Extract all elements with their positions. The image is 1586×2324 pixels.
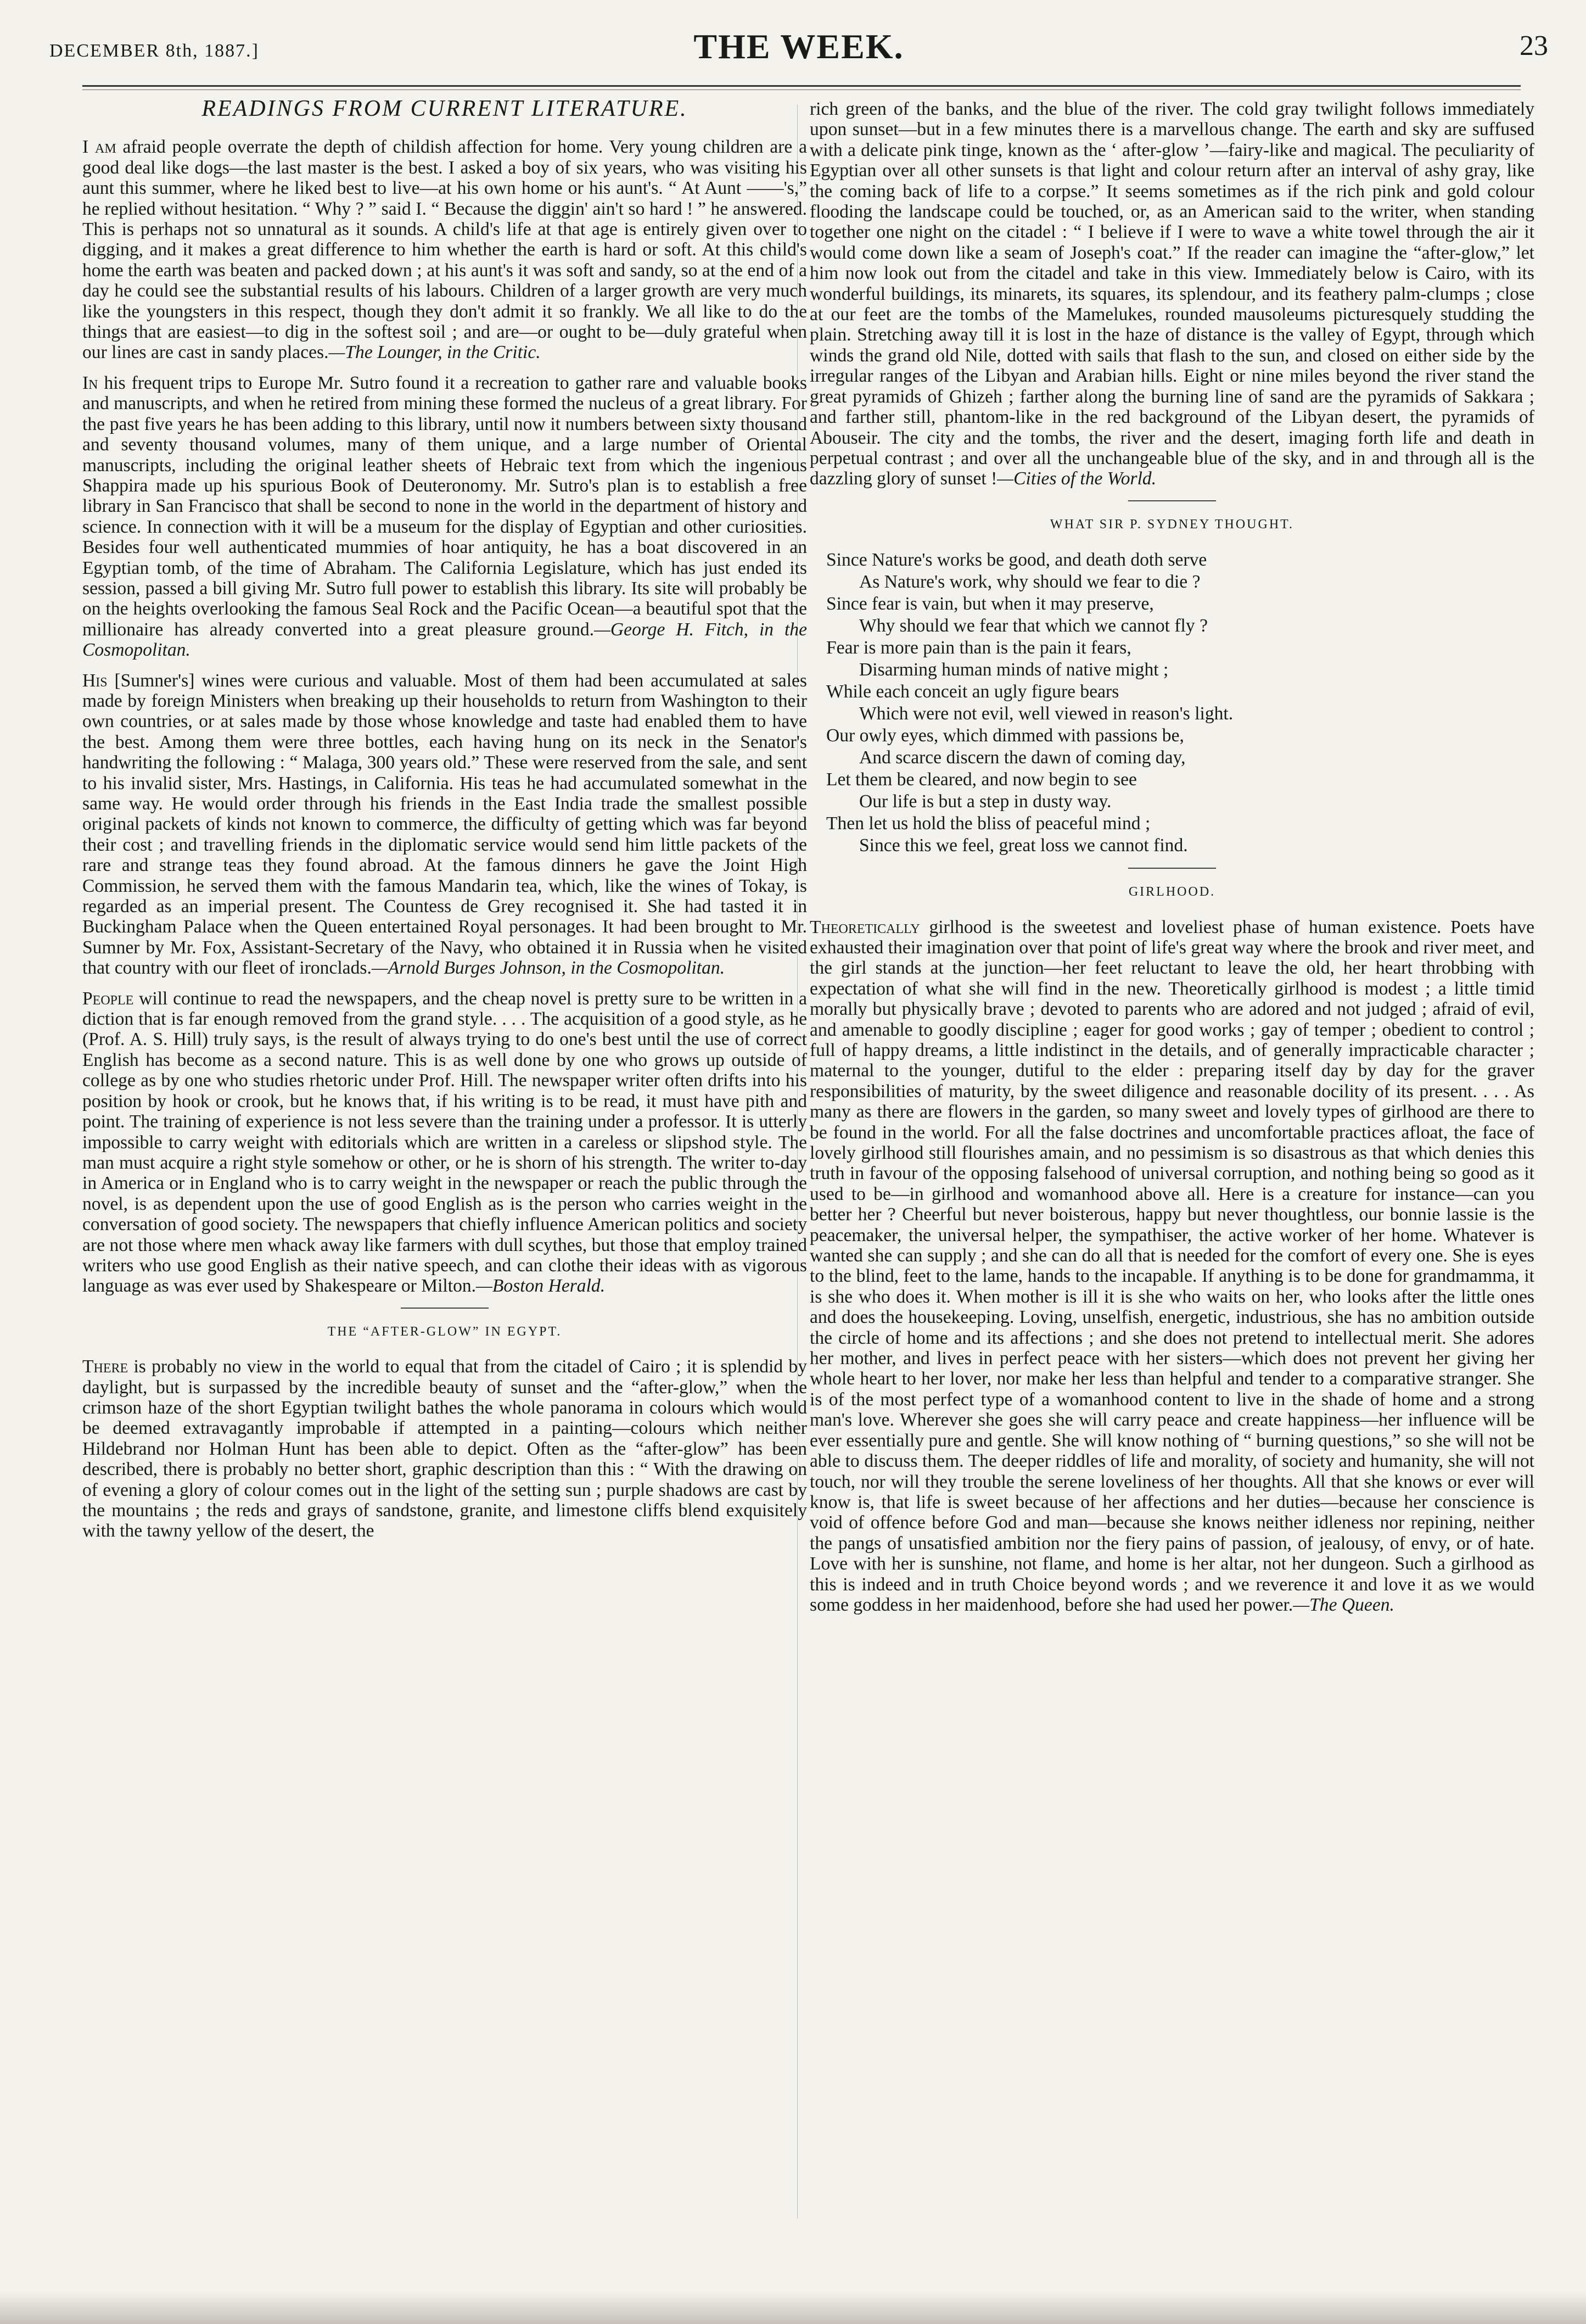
poem-line: Let them be cleared, and now begin to see (826, 769, 1137, 790)
article-body: girlhood is the sweetest and loveliest phase of human existence. Poets have exhausted their imagination over that point of life's great way where the brook and river meet, and the girl stands at the junction—her feet reluctant to leave the old, her heart throbbing with expectation of what she will find in the new. Theoretically girlhood is modest ; a little timid morally but physically brave ; devoted to parents who are adored and not judged ; afraid of evil, and amenable to goodly discipline ; eager for good works ; gay of temper ; obedient to control ; full of happy dreams, a little indistinct in the details, and of generally impracticable character ; maternal to the younger, dutiful to the elder : preparing itself day by day for the graver responsibilities of maturity, by the sweet diligence and reasonable docility of its present. . . . As many as there are flowers in the garden, so many sweet and lovely types of girlhood are there to be found in the world. For all the false doctrines and uncomfortable practices afloat, the face of lovely girlhood still flourishes amain, and no pessimism is so disastrous as that which denies this truth in favour of the opposing falsehood of universal corruption, and nothing being so good as it used to be—in girlhood and womanhood above all. Here is a creature for instance—can you better her ? Cheerful but never boisterous, happy but never thoughtless, our bonnie lassie is the peacemaker, the universal helper, the sympathiser, the active worker of her home. Whatever is wanted she can supply ; and she can do all that is needed for the comfort of every one. She is eyes to the blind, feet to the lame, hands to the incapable. If anything is to be done for grandmamma, it is she who does it. When mother is ill it is she who waits on her, who looks after the little ones and does the housekeeping. Loving, unselfish, energetic, industrious, she has no ambition outside the circle of home and its affections ; and she does not pretend to intellectual merit. She adores her mother, and lives in perfect peace with her sisters—which does not prevent her giving her whole heart to her lover, nor make her less than helpful and tender to a comparative stranger. She is of the most perfect type of a womanhood content to live in the shade of home and a strong man's love. Wherever she goes she will carry peace and create happiness—her influence will be ever essentially pure and gentle. She will know nothing of “ burning questions,” so she will not be able to discuss them. The deeper riddles of life and morality, of society and humanity, she will not touch, nor will they trouble the serene loveliness of her thoughts. All that she knows or ever will know is, that life is sweet because of her affections and her duties—because her conscience is void of offence before God and man—because she knows neither idleness nor repining, neither the pangs of unsatisfied ambition nor the fiery pains of passion, of jealousy, of envy, or of hate. Love with her is sunshine, not flame, and home is her altar, not her dungeon. Such a girlhood as this is indeed and in truth Choice beyond words ; and we reverence it and love it as we would some goddess in her maidenhood, before she had used her power. (810, 917, 1534, 1615)
poem-line: Disarming human minds of native might ; (859, 660, 1169, 680)
article-body: his frequent trips to Europe Mr. Sutro found it a recreation to gather rare and valuable books and manuscripts, and when he retired from mining these formed the nucleus of a great library. For the past five years he has been adding to this library, until now it numbers between sixty thousand and seventy thousand volumes, many of them unique, and a large number of Oriental manuscripts, including the original leather sheets of Hebraic text from which the ingenious Shappira made up his spurious Book of Deuteronomy. Mr. Sutro's plan is to establish a free library in San Francisco that shall be second to none in the world in the department of history and science. In connection with it will be a museum for the display of Egyptian and other curiosities. Besides four well authenticated mummies of hoar antiquity, he has a boat discovered in an Egyptian tomb, of the time of Abraham. The California Legislature, which has just ended its session, passed a bill giving Mr. Sutro full power to establish this library. Its site will probably be on the heights overlooking the famous Seal Rock and the Pacific Ocean—a beautiful spot that the millionaire has already converted into a great pleasure ground. (82, 372, 807, 640)
girlhood-title: GIRLHOOD. (1128, 885, 1216, 900)
poem-line: As Nature's work, why should we fear to die ? (859, 572, 1201, 593)
article-attribution: —Arnold Burges Johnson, in the Cosmopolitan. (371, 958, 725, 979)
article-attribution: —Boston Herald. (476, 1276, 606, 1297)
article-childish-affection (82, 137, 807, 362)
left-column (82, 96, 808, 1551)
article-sutro-library (82, 373, 807, 661)
poem-line: Which were not evil, well viewed in reason's light. (859, 703, 1234, 724)
article-girlhood (810, 917, 1534, 1616)
section-separator (1128, 500, 1216, 501)
article-body: will continue to read the newspapers, and the cheap novel is pretty sure to be written in a diction that is far enough removed from the grand style. . . . The acquisition of a good style, as he (Prof. A. S. Hill) truly says, is the result of always trying to do one's best until the use of correct English has become as a second nature. This is as well done by one who grows up outside of college as by one who studies rhetoric under Prof. Hill. The newspaper writer often drifts into his position by hook or crook, but he knows that, if his writing is to be read, it must have pith and point. The training of experience is not less severe than the training under a professor. It is utterly impossible to carry weight with editorials which are written in a careless or slipshod style. The man must acquire a right style somehow or other, or he is shorn of his strength. The writer to-day in America or in England who is to carry weight in the newspaper or reach the public through the novel, is as dependent upon the use of good English as is the person who carries weight in the conversation of good society. The newspapers that chiefly influence American politics and society are not those where men whack away like farmers with dull scythes, but those that employ trained writers who use good English as their native speech, and can clothe their ideas with as vigorous language as was ever used by Shakespeare or Milton. (82, 988, 807, 1297)
poem-title: WHAT SIR P. SYDNEY THOUGHT. (1050, 517, 1294, 532)
issue-date: DECEMBER 8th, 1887.] (49, 41, 259, 61)
masthead (49, 22, 1548, 88)
article-good-style (82, 988, 807, 1297)
article-body: is probably no view in the world to equal that from the citadel of Cairo ; it is splendid by daylight, but is surpassed by the incredible beauty of sunset and the “after-glow,” when the crimson haze of the short Egyptian twilight bathes the whole panorama in colours which would be deemed extravagantly improbable if attempted in a painting—colours which neither Hildebrand nor Holman Hunt has been able to depict. Often as the “after-glow” has been described, there is probably no better short, graphic description than this : “ With the drawing on of evening a glory of colour comes out in the light of the setting sun ; purple shadows are cast by the mountains ; the reds and grays of sandstone, granite, and limestone cliffs blend exquisitely with the tawny yellow of the desert, the (82, 1356, 807, 1541)
poem-line: And scarce discern the dawn of coming day, (859, 747, 1186, 768)
afterglow-title: THE “AFTER-GLOW” IN EGYPT. (327, 1324, 562, 1339)
article-afterglow-part1 (82, 1356, 807, 1541)
article-attribution: —The Queen. (1293, 1594, 1394, 1615)
article-lead: I am (82, 137, 116, 158)
article-attribution: —The Lounger, in the Critic. (328, 342, 541, 363)
poem-line: Our owly eyes, which dimmed with passions be, (826, 725, 1184, 746)
article-attribution: —George H. Fitch, in the Cosmopolitan. (82, 619, 807, 661)
poem (826, 549, 1534, 857)
poem-line: Our life is but a step in dusty way. (859, 791, 1112, 812)
article-lead: In (82, 372, 98, 393)
article-body: [Sumner's] wines were curious and valuable. Most of them had been accumulated at sales made by foreign Ministers when breaking up their households to return from Washington to their own countries, or at sales made by those whose knowledge and taste had enabled them to have the best. Among them were three bottles, each having hung on its neck in the Senator's handwriting the following : “ Malaga, 300 years old.” These were reserved from the sale, and sent to his invalid sister, Mrs. Hastings, in California. His teas he had accumulated somewhat in the same way. He would order through his friends in the East India trade the smallest possible original packets of kinds not known to commerce, the difficulty of getting which was far beyond their cost ; and travelling friends in the diplomatic service would send him little packets of the rare and strange teas they found abroad. At the famous dinners he gave the Joint High Commission, he served them with the famous Mandarin tea, which, like the wines of Tokay, is regarded as an imperial present. The Countess de Grey recognised it. She had tasted it in Buckingham Palace when the Queen entertained Royal personages. It had been brought to Mr. Sumner by Mr. Fox, Assistant-Secretary of the Navy, who obtained it in Russia when he visited that country with our fleet of ironclads. (82, 670, 807, 979)
article-lead: There (82, 1356, 128, 1377)
article-lead: People (82, 988, 134, 1009)
poem-line: Since fear is vain, but when it may preserve, (826, 594, 1154, 614)
poem-line: Then let us hold the bliss of peaceful mind ; (826, 813, 1151, 834)
article-sumner-wines (82, 671, 807, 979)
section-title: READINGS FROM CURRENT LITERATURE. (201, 96, 688, 121)
header-rule (82, 85, 1521, 87)
section-separator (401, 1308, 489, 1309)
article-afterglow-part2 (810, 99, 1534, 489)
poem-line: While each conceit an ugly figure bears (826, 681, 1119, 702)
article-lead: Theoretically (810, 917, 920, 937)
article-lead: His (82, 670, 108, 691)
section-separator (1128, 868, 1216, 869)
poem-line: Since this we feel, great loss we cannot find. (859, 835, 1188, 856)
poem-line: Why should we fear that which we cannot fly ? (859, 616, 1208, 636)
article-body: afraid people overrate the depth of childish affection for home. Very young children are a good deal like dogs—the last master is the best. I asked a boy of six years, who was visiting his aunt this summer, where he liked best to live—at his own home or his aunt's. “ At Aunt ——'s,” he replied without hesitation. “ Why ? ” said I. “ Because the diggin' ain't so hard ! ” he answered. This is perhaps not so unnatural as it sounds. A child's life at that age is entirely given over to digging, and it makes a great difference to him whether the earth is hard or soft. At this child's home the earth was beaten and packed down ; at his aunt's it was soft and sandy, so at the end of a day he could see the substantial results of his labours. Children of a larger growth are very much like the youngsters in this respect, though they don't admit it so frankly. We all like to do the things that are easiest—to dig in the softest soil ; and are—or ought to be—duly grateful when our lines are cast in sandy places. (82, 137, 808, 363)
article-attribution: —Cities of the World. (997, 468, 1157, 489)
page-edge-stain (0, 2291, 1586, 2324)
right-column (810, 99, 1534, 1625)
poem-line: Since Nature's works be good, and death doth serve (826, 550, 1207, 571)
poem-line: Fear is more pain than is the pain it fears, (826, 638, 1131, 658)
page-number: 23 (1520, 30, 1548, 62)
article-body: rich green of the banks, and the blue of the river. The cold gray twilight follows immediately upon sunset—but in a few minutes there is a marvellous change. The earth and sky are suffused with a delicate pink tinge, known as the ‘ after-glow ’—fairy-like and magical. The peculiarity of Egyptian over all other sunsets is that light and colour return after an interval of ashy gray, like the coming back of life to a corpse.” It seems sometimes as if the rich pink and gold colour flooding the landscape could be touched, or, as an American said to the writer, when standing together one night on the citadel : “ I believe if I were to wave a white towel through the air it would come down like a seam of Joseph's coat.” If the reader can imagine the “after-glow,” let him now look out from the citadel and take in this view. Immediately below is Cairo, with its wonderful buildings, its minarets, its squares, its splendour, and its feathery palm-clumps ; close at our feet are the tombs of the Mamelukes, rounded mausoleums picturesquely studding the plain. Stretching away till it is lost in the haze of distance is the valley of Egypt, through which winds the grand old Nile, dotted with sails that flash to the sun, and closed on either side by the irregular ranges of the Libyan and Arabian hills. Eight or nine miles beyond the river stand the great pyramids of Ghizeh ; farther along the burning line of sand are the pyramids of Sakkara ; and farther still, phantom-like in the red background of the Libyan desert, the pyramids of Abouseir. The city and the tombs, the river and the desert, imaging forth life and death in perpetual contrast ; and over all the unchangeable blue of the sky, and in and through all is the dazzling glory of sunset ! (810, 99, 1534, 489)
publication-title: THE WEEK. (693, 27, 904, 66)
